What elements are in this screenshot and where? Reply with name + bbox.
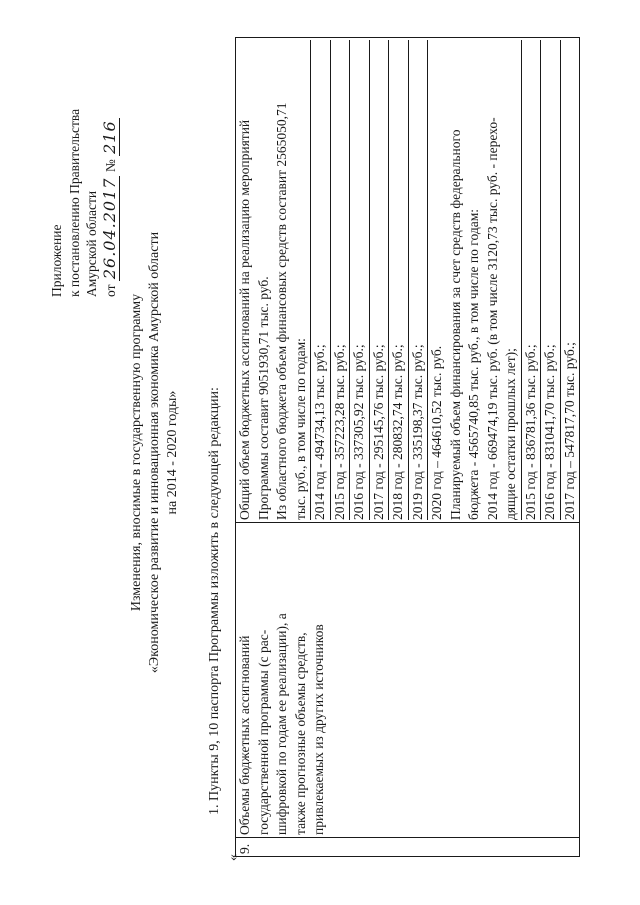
value-line: 2016 год - 337305,92 тыс. руб.; — [350, 40, 370, 520]
value-line: 2019 год - 335198,37 тыс. руб.; — [409, 40, 429, 520]
label-line: Объемы бюджетных ассигнований — [237, 635, 252, 835]
value-line: Из областного бюджета объем финансовых средств составит 2565050,71 — [274, 102, 289, 520]
value-line: 2014 год - 494734,13 тыс. руб.; — [311, 40, 331, 520]
date-prefix: от — [102, 284, 118, 297]
value-line: 2017 год - 295145,76 тыс. руб.; — [370, 40, 390, 520]
row-label — [236, 523, 580, 838]
date-value-underline — [101, 176, 121, 282]
title-line-2: «Экономическое развитие и инновационная экономика Амурской области — [147, 231, 162, 674]
title-line-3: на 2014 - 2020 годы» — [165, 390, 180, 515]
appendix-block — [48, 109, 120, 297]
value-line: Планируемый объем финансирования за счет средств федерального — [447, 129, 463, 520]
value-line: тыс. руб., в том числе по годам: — [292, 40, 312, 520]
appendix-line-3: Амурской области — [84, 190, 99, 297]
value-line: 2015 год - 836781,36 тыс. руб.; — [522, 40, 542, 520]
passport-table — [235, 37, 580, 857]
value-line: 2014 год - 669474,19 тыс. руб. (в том числе 3120,73 тыс. руб. - перехо- — [484, 117, 500, 520]
number-prefix: № — [102, 159, 118, 173]
label-line: также прогнозные объемы средств, — [292, 632, 308, 835]
label-line: шифровкой по годам ее реализации), а — [274, 613, 289, 835]
handwritten-date: 26.04.2017 — [99, 177, 119, 280]
handwritten-number: 216 — [99, 120, 119, 154]
value-line: 2018 год - 280832,74 тыс. руб.; — [389, 40, 409, 520]
opening-quote: « — [226, 854, 241, 861]
label-line: государственной программы (с рас- — [255, 629, 271, 835]
value-line: Общий объем бюджетных ассигнований на реализацию мероприятий — [237, 119, 252, 520]
value-line: бюджета - 4565740,85 тыс. руб., в том числе по годам: — [466, 209, 481, 520]
appendix-line-1: Приложение — [49, 224, 64, 297]
row-value — [236, 38, 580, 523]
value-line: 2015 год - 357223,28 тыс. руб.; — [331, 40, 351, 520]
value-line: 2017 год – 547817,70 тыс. руб.; — [561, 342, 577, 520]
appendix-date-line — [101, 109, 121, 297]
appendix-line-2: к постановлению Правительства — [66, 108, 82, 297]
row-number: 9. — [236, 838, 580, 857]
value-line: 2020 год – 464610,52 тыс. руб. — [429, 345, 444, 520]
number-value-underline — [101, 118, 121, 156]
label-line: привлекаемых из других источников — [311, 624, 326, 835]
document-title — [128, 0, 182, 905]
value-line: Программы составит 9051930,71 тыс. руб. — [255, 276, 271, 520]
intro-text: 1. Пункты 9, 10 паспорта Программы изложить в следующей редакции: — [207, 387, 222, 815]
value-line: 2016 год - 831041,70 тыс. руб.; — [541, 40, 561, 520]
title-line-1: Изменения, вносимые в государственную программу — [129, 293, 144, 612]
value-line: дящие остатки прошлых лет); — [502, 40, 522, 520]
table-row — [236, 38, 580, 857]
